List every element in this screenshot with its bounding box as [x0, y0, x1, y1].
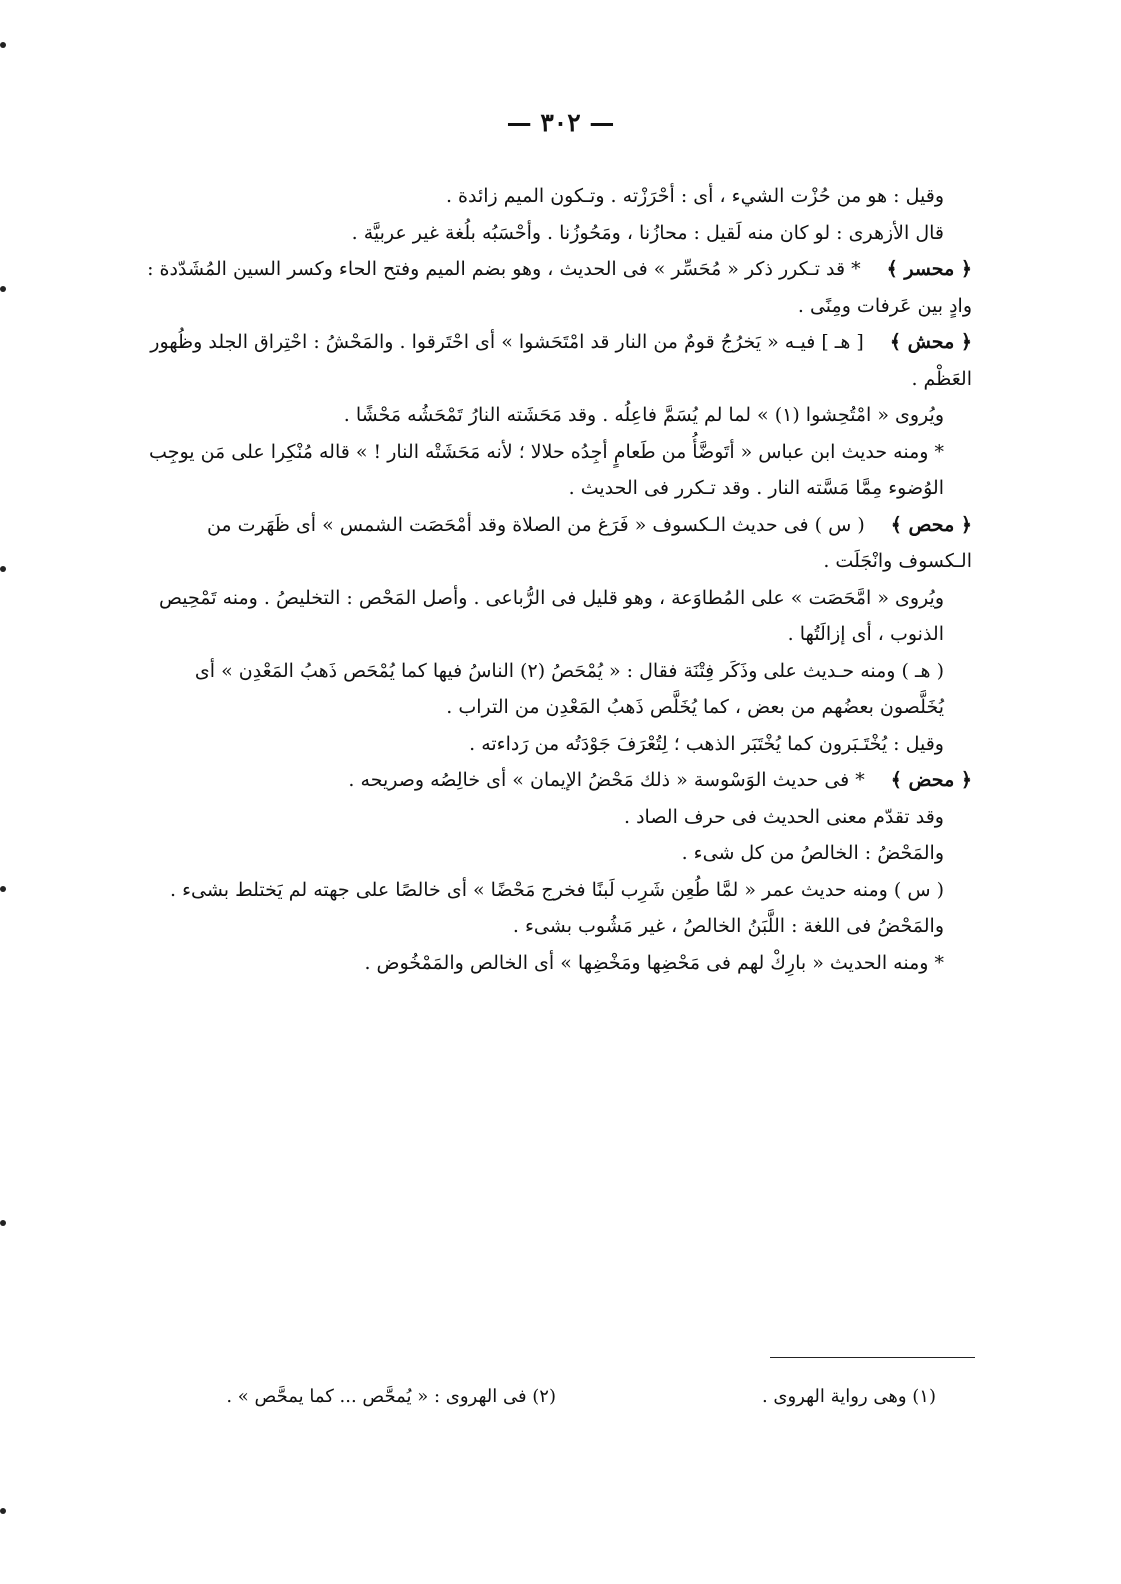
- entry-heading: ﴿ محش ﴾: [889, 331, 972, 353]
- paragraph: ويُروى « امَّحَصَت » على المُطاوَعة ، وهو قليل فى الرُّباعى . وأصل المَحْص : التخليصُ . ومنه تَمْحِيص الذنوب ، أى إزالَتُها .: [159, 586, 944, 645]
- paragraph: قال الأزهرى : لو كان منه لَقيل : محازُنا ، ومَحُوزُنا . وأحْسَبُه بلُغة غير عربيَّة .: [351, 221, 944, 244]
- paragraph: وقيل : يُخْتَـبَرون كما يُخْتَبَر الذهب ؛ لِتُعْرَفَ جَوْدَتُه من رَداءته .: [469, 732, 944, 755]
- margin-mark: [0, 42, 6, 48]
- footnote-2: (٢) فى الهروى : « يُمحَّص ... كما يمحَّص » .: [226, 1386, 556, 1407]
- body-text: [136, 178, 972, 981]
- entry-paragraph: ﴿ محض ﴾* فى حديث الوَسْوسة « ذلك مَحْضُ الإيمان » أى خالِصُه وصريحه .: [348, 769, 972, 791]
- paragraph: ويُروى « امْتُحِشوا (١) » لما لم يُسَمَّ فاعِلُه . وقد مَحَشَته النارُ تَمْحَشُه مَحْشًا .: [343, 404, 944, 426]
- paragraph: وقيل : هو من حُزْت الشيء ، أى : أحْرَزْته . وتـكون الميم زائدة .: [445, 185, 944, 207]
- paragraph: * ومنه حديث ابن عباس « أتَوضَّأُ من طَعامٍ أجِدُه حلالا ؛ لأنه مَحَشَتْه النار ! » قاله مُنْكِرا على مَن يوجِب الوُضوء مِمَّا مَسَّته النار . وقد تـكرر فى الحديث .: [149, 440, 944, 499]
- paragraph: ( هـ ) ومنه حـديث على وذَكَر فِتْنَة فقال : « يُمْحَصُ (٢) الناسُ فيها كما يُمْحَص ذَهبُ المَعْدِن » أى يُخَلَّصون بعضُهم من بعض ، كما يُخَلَّص ذَهبُ المَعْدِن من التراب .: [194, 659, 944, 718]
- page-number: — ٣٠٢ —: [506, 108, 615, 137]
- paragraph: والمَحْضُ : الخالصُ من كل شىء .: [681, 842, 944, 864]
- margin-mark: [0, 566, 6, 572]
- entry-paragraph: ﴿ محسر ﴾* قد تـكرر ذكر « مُحَسِّر » فى الحديث ، وهو بضم الميم وفتح الحاء وكسر السين المُشَدّدة : وادٍ بين عَرفات ومِنًى .: [147, 258, 972, 317]
- paragraph: * ومنه الحديث « بارِكْ لهم فى مَحْضِها ومَخْضِها » أى الخالص والمَمْخُوض .: [364, 951, 944, 974]
- margin-mark: [0, 286, 6, 292]
- margin-mark: [0, 886, 6, 892]
- footnote-1: (١) وهى رواية الهروى .: [761, 1386, 936, 1407]
- entry-paragraph: ﴿ محش ﴾[ هـ ] فيـه « يَخرُجُ قومٌ من النار قد امْتَحَشوا » أى احْتَرقوا . والمَحْشُ : احْتِراق الجلد وظُهور العَظْم .: [150, 331, 972, 390]
- margin-mark: [0, 1508, 6, 1514]
- paragraph: ( س ) ومنه حديث عمر « لمَّا طُعِن شَرِب لَبنًا فخرج مَحْضًا » أى خالصًا على جهته لم يَختلط بشىء . والمَحْضُ فى اللغة : اللَّبَنُ الخالصُ ، غير مَشُوب بشىء .: [169, 878, 944, 937]
- paragraph: وقد تقدّم معنى الحديث فى حرف الصاد .: [624, 805, 944, 828]
- entry-heading: ﴿ محض ﴾: [890, 769, 972, 791]
- footnote-divider: [770, 1357, 975, 1358]
- margin-mark: [0, 1220, 6, 1226]
- entry-heading: ﴿ محسر ﴾: [886, 258, 972, 280]
- entry-heading: ﴿ محص ﴾: [890, 513, 972, 536]
- entry-paragraph: ﴿ محص ﴾( س ) فى حديث الـكسوف « فَرَغ من الصلاة وقد أمْحَصَت الشمس » أى ظَهَرت من الـكسوف وانْجَلَت .: [206, 513, 972, 572]
